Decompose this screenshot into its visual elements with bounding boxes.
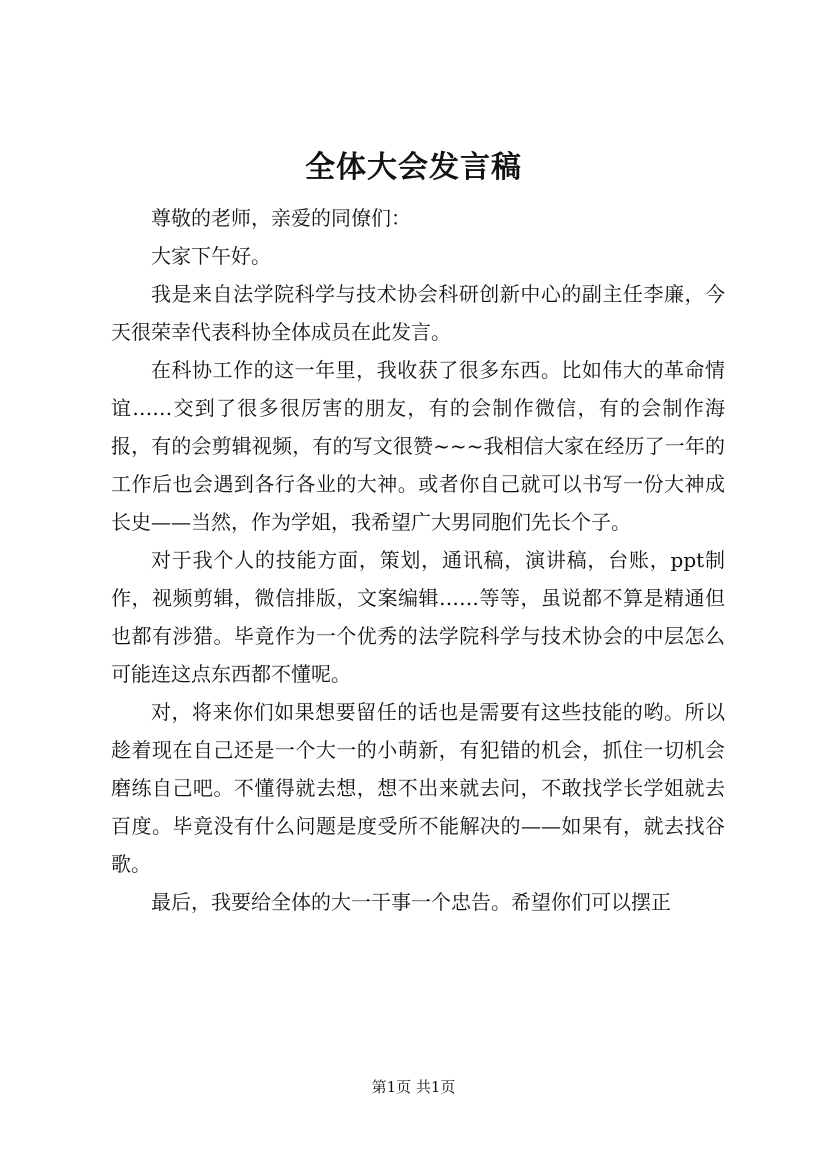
paragraph-experience: 在科协工作的这一年里，我收获了很多东西。比如伟大的革命情谊……交到了很多很厉害的朋友，有的会制作微信，有的会制作海报，有的会剪辑视频，有的写文很赞~~~我相信大家在经历了一年的工作后也会遇到各行各业的大神。或者你自己就可以书写一份大神成长史——当然，作为学姐，我希望广大男同胞们先长个子。 xyxy=(111,358,725,534)
document-title: 全体大会发言稿 xyxy=(305,150,522,185)
document-body xyxy=(111,199,725,921)
paragraph-introduction: 我是来自法学院科学与技术协会科研创新中心的副主任李廉，今天很荣幸代表科协全体成员在此发言。 xyxy=(111,282,725,344)
page-footer: 第1页 共1页 xyxy=(371,1078,456,1096)
paragraph-salutation: 尊敬的老师，亲爱的同僚们： xyxy=(151,206,411,230)
paragraph-skills: 对于我个人的技能方面，策划，通讯稿，演讲稿，台账，ppt制作，视频剪辑，微信排版，文案编辑……等等，虽说都不算是精通但也都有涉猎。毕竟作为一个优秀的法学院科学与技术协会的中层怎么可能连这点东西都不懂呢。 xyxy=(111,548,725,686)
paragraph-greeting: 大家下午好。 xyxy=(151,244,271,268)
paragraph-closing: 最后，我要给全体的大一干事一个忠告。希望你们可以摆正 xyxy=(151,890,671,914)
paragraph-advice: 对，将来你们如果想要留任的话也是需要有这些技能的哟。所以趁着现在自己还是一个大一的小萌新，有犯错的机会，抓住一切机会磨练自己吧。不懂得就去想，想不出来就去问，不敢找学长学姐就去百度。毕竟没有什么问题是度受所不能解决的——如果有，就去找谷歌。 xyxy=(111,700,725,876)
